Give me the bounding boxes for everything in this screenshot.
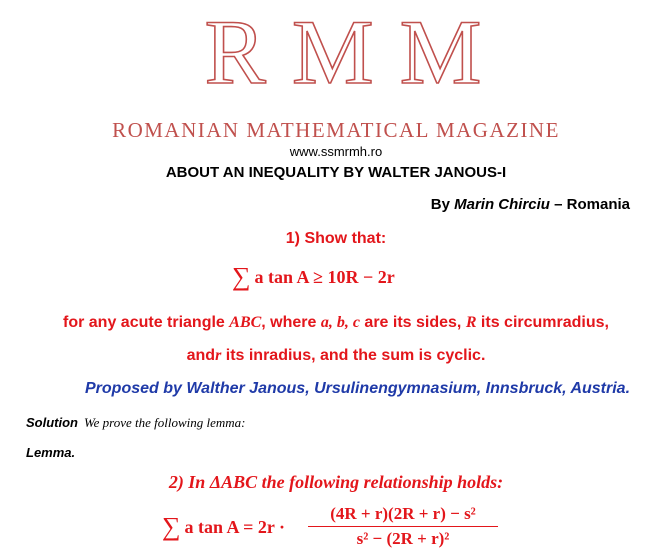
byline-suffix: – Romania [554, 196, 630, 213]
condition-text: its inradius, and the sum is cyclic. [221, 347, 486, 364]
circumradius-symbol: R [465, 314, 477, 331]
lemma-lhs-expression: a tan A = 2r · [184, 517, 285, 537]
lemma-label: Lemma. [26, 445, 76, 460]
condition-text: are its sides, [359, 314, 466, 331]
article-title: ABOUT AN INEQUALITY BY WALTER JANOUS-I [165, 164, 507, 181]
fraction [308, 504, 498, 549]
fraction-bar [308, 526, 498, 527]
website-link[interactable]: www.ssmrmh.ro [289, 144, 383, 159]
condition-text: and [186, 347, 216, 364]
sum-symbol: ∑ [232, 262, 251, 291]
lemma-formula-lhs [162, 512, 285, 542]
condition-text: its circumradius, [476, 314, 609, 331]
solution-intro [26, 415, 246, 431]
solution-text: We prove the following lemma: [84, 415, 246, 430]
condition-text: , where [261, 314, 321, 331]
inequality-formula [232, 262, 395, 292]
author-name: Marin Chirciu [454, 196, 550, 213]
problem1-heading: 1) Show that: [285, 230, 387, 247]
byline-prefix: By [430, 196, 450, 213]
solution-label: Solution [26, 415, 78, 430]
fraction-numerator: (4R + r)(2R + r) − s² [330, 504, 476, 523]
problem2-heading: 2) In ΔABC the following relationship holds: [168, 472, 504, 492]
triangle-name: ABC [229, 314, 262, 331]
byline [431, 196, 630, 213]
inequality-expression: a tan A ≥ 10R − 2r [254, 267, 395, 287]
magazine-logo: RMM [204, 1, 508, 103]
magazine-name: ROMANIAN MATHEMATICAL MAGAZINE [112, 118, 560, 142]
condition-line-2 [0, 347, 672, 365]
inradius-symbol: r [215, 347, 222, 364]
sides-symbols: a, b, c [320, 314, 360, 331]
condition-text: for any acute triangle [63, 314, 230, 331]
proposed-by: Proposed by Walther Janous, Ursulinengymnasium, Innsbruck, Austria. [85, 380, 631, 397]
sum-symbol: ∑ [162, 512, 181, 541]
condition-line-1 [0, 314, 672, 332]
fraction-denominator: s² − (2R + r)² [356, 529, 450, 548]
